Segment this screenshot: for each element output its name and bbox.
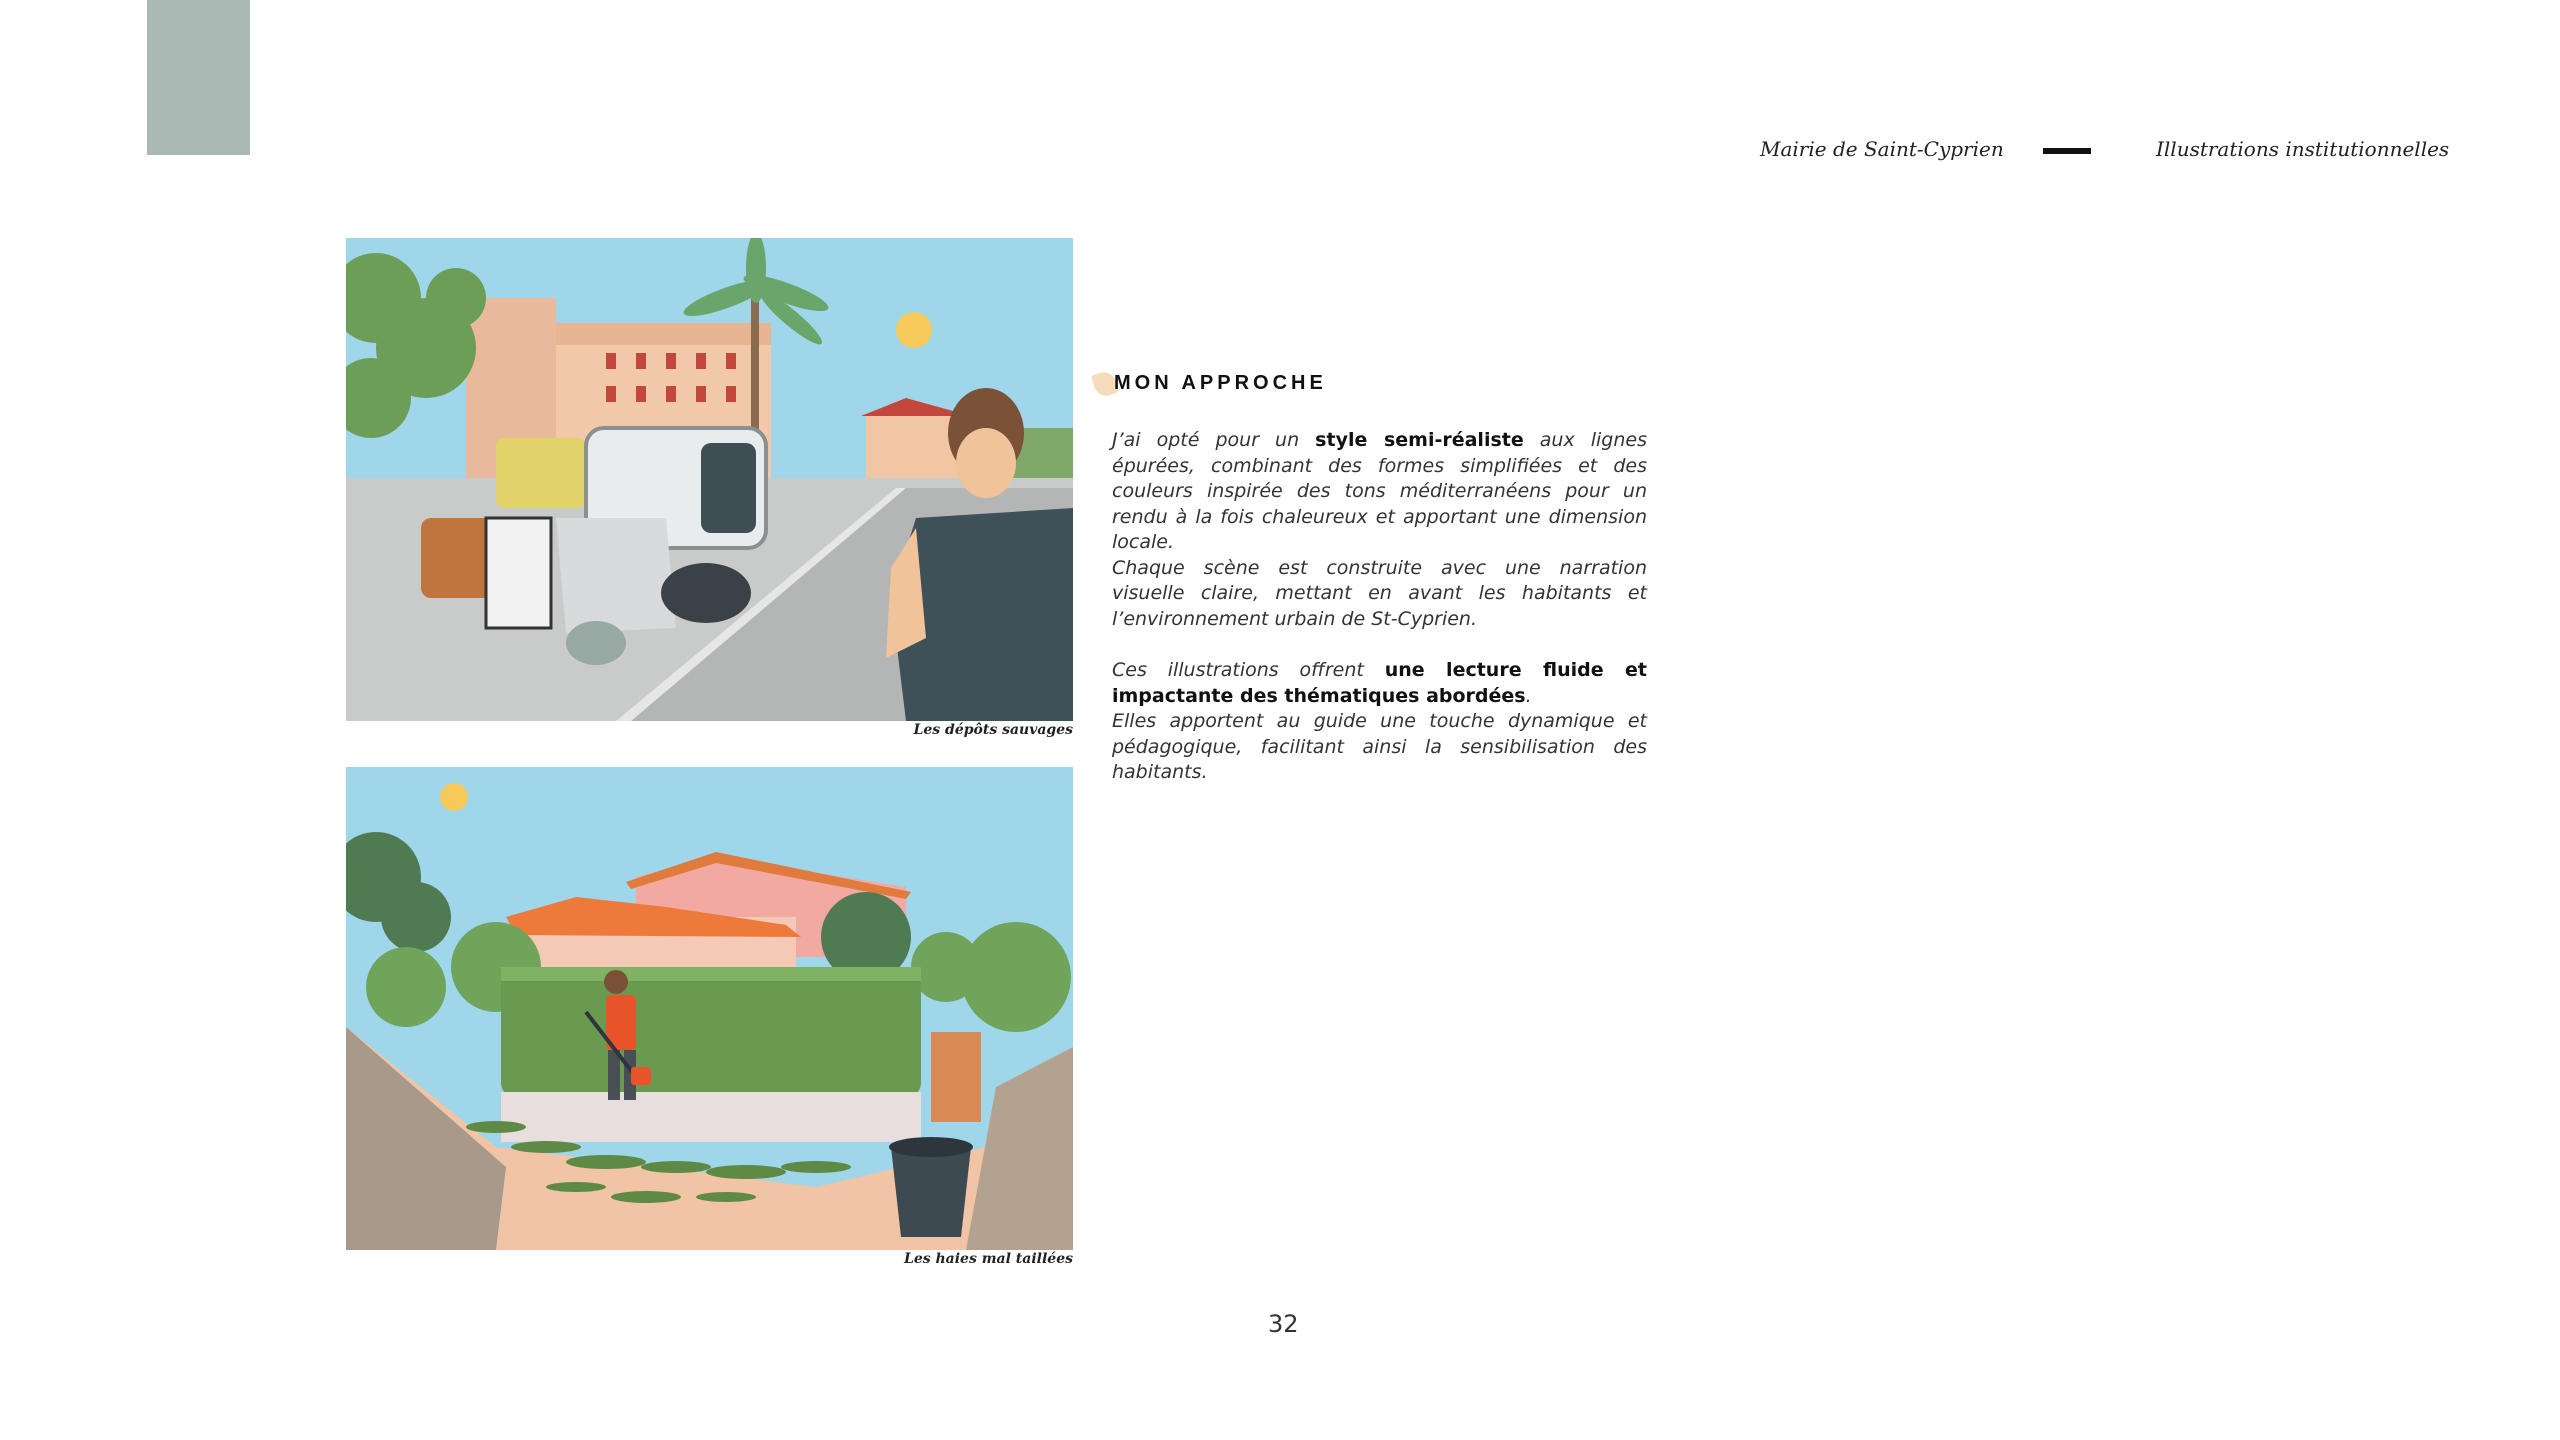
section-title: MON APPROCHE bbox=[1114, 372, 1327, 394]
approach-paragraph-1 bbox=[1112, 428, 1647, 632]
approach-paragraph-2 bbox=[1112, 658, 1647, 786]
paragraph-1-emphasis: style semi-réaliste bbox=[1315, 429, 1524, 451]
paragraph-1-text-2: aux lignes épurées, combinant des formes simplifiées et des couleurs inspirée des tons méditerranéens pour un rendu à la fois chaleureux et apportant une dimension locale. bbox=[1112, 429, 1647, 553]
paragraph-2-text-2: . bbox=[1525, 684, 1532, 707]
paragraph-2-text-3: Elles apportent au guide une touche dynamique et pédagogique, facilitant ainsi la sensibilisation des habitants. bbox=[1112, 710, 1647, 783]
header-separator bbox=[2043, 148, 2091, 154]
illustration-haies-mal-taillees-image bbox=[346, 767, 1073, 1250]
paragraph-2-emphasis: une lecture fluide et impactante des thématiques abordées bbox=[1112, 659, 1648, 707]
paragraph-2-text-1: Ces illustrations offrent bbox=[1112, 659, 1385, 681]
paragraph-1-text-1: J’ai opté pour un bbox=[1112, 429, 1316, 451]
paragraph-1-text-3: Chaque scène est construite avec une narration visuelle claire, mettant en avant les habitants et l’environnement urbain de St-Cyprien. bbox=[1112, 556, 1647, 630]
caption-haies-mal-taillees: Les haies mal taillées bbox=[903, 1251, 1073, 1267]
accent-block bbox=[147, 0, 250, 155]
header-client: Mairie de Saint-Cyprien bbox=[1760, 137, 2004, 161]
illustration-depots-sauvages bbox=[346, 238, 1073, 721]
page-number: 32 bbox=[1268, 1310, 1299, 1338]
header-category: Illustrations institutionnelles bbox=[2156, 137, 2450, 161]
caption-depots-sauvages: Les dépôts sauvages bbox=[913, 722, 1073, 738]
illustration-depots-sauvages-image bbox=[346, 238, 1073, 721]
illustration-haies-mal-taillees bbox=[346, 767, 1073, 1250]
